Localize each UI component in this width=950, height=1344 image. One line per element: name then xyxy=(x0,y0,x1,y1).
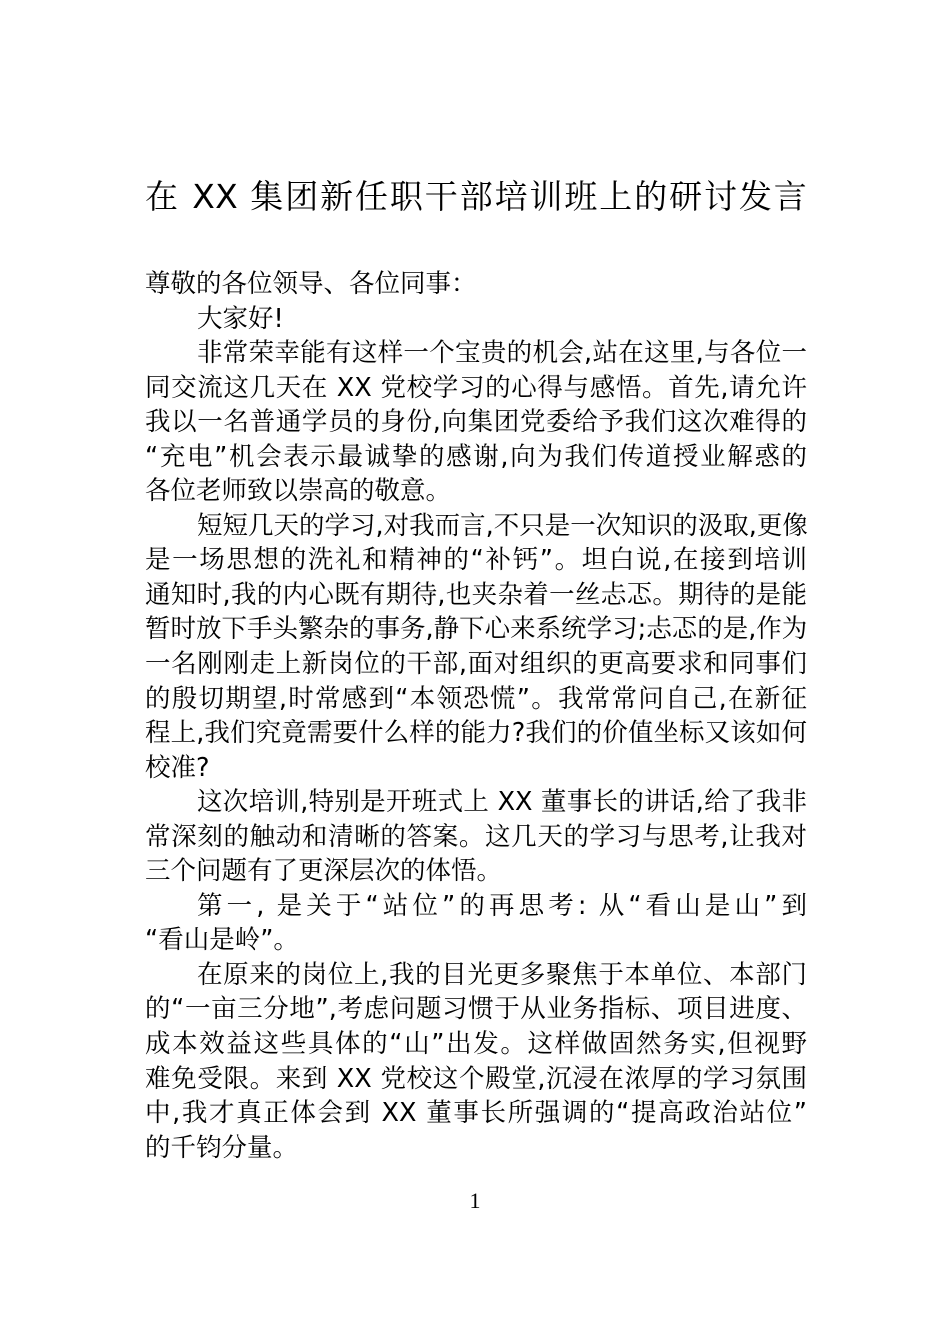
text-line: 一名刚刚走上新岗位的干部,面对组织的更高要求和同事们 xyxy=(145,649,807,680)
text-line: “看山是岭”。 xyxy=(145,925,299,956)
text-line: 的“一亩三分地”,考虑问题习惯于从业务指标、项目进度、 xyxy=(145,994,807,1025)
paragraph xyxy=(145,785,807,889)
text-line: 通知时,我的内心既有期待,也夹杂着一丝忐忑。期待的是能 xyxy=(145,579,807,610)
paragraph xyxy=(145,267,807,302)
text-line: 尊敬的各位领导、各位同事： xyxy=(145,269,477,299)
text-line: 的千钧分量。 xyxy=(145,1132,299,1163)
paragraph xyxy=(145,302,807,337)
text-line: 各位老师致以崇高的敬意。 xyxy=(145,476,452,507)
text-line: 成本效益这些具体的“山”出发。这样做固然务实,但视野 xyxy=(145,1029,807,1060)
paragraph xyxy=(145,336,807,509)
text-line: 短短几天的学习,对我而言,不只是一次知识的汲取,更像 xyxy=(197,510,808,541)
text-line: 暂时放下手头繁杂的事务,静下心来系统学习;忐忑的是,作为 xyxy=(145,614,808,645)
text-line: 是一场思想的洗礼和精神的“补钙”。坦白说,在接到培训 xyxy=(145,545,807,576)
paragraph xyxy=(145,889,807,958)
text-line: 中,我才真正体会到 XX 董事长所强调的“提高政治站位” xyxy=(145,1098,807,1129)
text-line: 大家好! xyxy=(197,303,284,334)
page-number: 1 xyxy=(469,1188,481,1213)
text-line: 常深刻的触动和清晰的答案。这几天的学习与思考,让我对 xyxy=(145,821,807,852)
document-title: 在 XX 集团新任职干部培训班上的研讨发言 xyxy=(145,177,807,216)
text-line: 第一, 是关于“站位”的再思考: 从“看山是山”到 xyxy=(197,890,807,921)
text-line: 在原来的岗位上,我的目光更多聚焦于本单位、本部门 xyxy=(197,959,807,990)
text-line: 校准? xyxy=(145,752,210,783)
text-line: 难免受限。来到 XX 党校这个殿堂,沉浸在浓厚的学习氛围 xyxy=(145,1063,807,1094)
text-line: 我以一名普通学员的身份,向集团党委给予我们这次难得的 xyxy=(145,407,807,438)
text-line: 非常荣幸能有这样一个宝贵的机会,站在这里,与各位一 xyxy=(197,338,807,369)
text-line: 程上,我们究竟需要什么样的能力?我们的价值坐标又该如何 xyxy=(145,718,807,749)
text-line: 的殷切期望,时常感到“本领恐慌”。我常常问自己,在新征 xyxy=(145,683,807,714)
text-line: 这次培训,特别是开班式上 XX 董事长的讲话,给了我非 xyxy=(197,787,807,818)
paragraph xyxy=(145,509,807,785)
document-body xyxy=(145,267,807,1165)
text-line: 三个问题有了更深层次的体悟。 xyxy=(145,856,503,887)
text-line: “充电”机会表示最诚挚的感谢,向为我们传道授业解惑的 xyxy=(145,441,807,472)
text-line: 同交流这几天在 XX 党校学习的心得与感悟。首先,请允许 xyxy=(145,372,807,403)
paragraph xyxy=(145,958,807,1165)
